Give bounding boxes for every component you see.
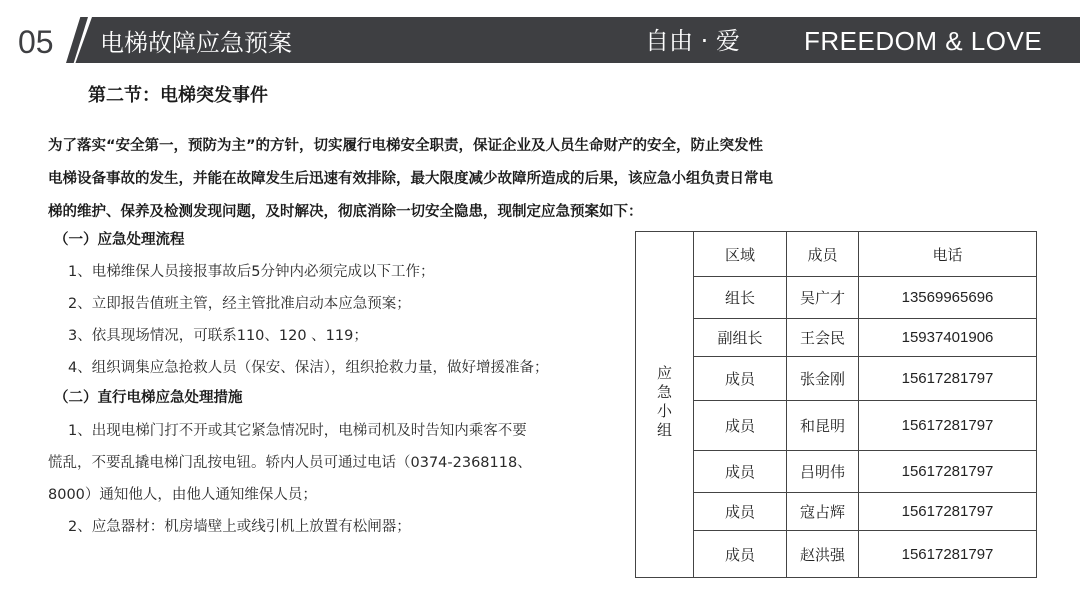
table-row xyxy=(636,277,1037,319)
name-cell: 和昆明 xyxy=(787,401,859,451)
section1-item: 4、组织调集应急抢救人员（保安、保洁），组织抢救力量，做好增援准备； xyxy=(68,360,549,376)
section1-item: 1、电梯维保人员接报事故后5分钟内必须完成以下工作； xyxy=(68,264,435,280)
intro-line: 梯的维护、保养及检测发现问题，及时解决，彻底消除一切安全隐患，现制定应急预案如下： xyxy=(48,204,643,220)
section1-item: 2、立即报告值班主管，经主管批准启动本应急预案； xyxy=(68,296,411,312)
role-cell: 成员 xyxy=(694,531,787,578)
table-row xyxy=(636,531,1037,578)
section2-line: 2、应急器材：机房墙壁上或线引机上放置有松闸器； xyxy=(68,519,411,535)
role-cell: 副组长 xyxy=(694,319,787,357)
column-header-area: 区域 xyxy=(694,232,787,277)
table-row xyxy=(636,493,1037,531)
phone-cell: 15617281797 xyxy=(859,493,1037,531)
table-header-row xyxy=(636,232,1037,277)
phone-cell: 13569965696 xyxy=(859,277,1037,319)
emergency-team-table xyxy=(635,231,1037,578)
role-cell: 成员 xyxy=(694,493,787,531)
column-header-member: 成员 xyxy=(787,232,859,277)
phone-cell: 15617281797 xyxy=(859,451,1037,493)
table-row xyxy=(636,319,1037,357)
group-label-cell xyxy=(636,232,694,578)
section-title: 电梯故障应急预案 xyxy=(100,29,292,57)
section-number: 05 xyxy=(18,24,54,60)
intro-line: 为了落实“安全第一，预防为主”的方针，切实履行电梯安全职责，保证企业及人员生命财产的安全，防止突发性 xyxy=(48,138,764,154)
tagline-chinese: 自由 · 爱 xyxy=(645,27,740,55)
name-cell: 吴广才 xyxy=(787,277,859,319)
section1-item: 3、依具现场情况，可联系110、120 、119； xyxy=(68,328,368,344)
role-cell: 成员 xyxy=(694,357,787,401)
intro-line: 电梯设备事故的发生，并能在故障发生后迅速有效排除，最大限度减少故障所造成的后果，该应急小组负责日常电 xyxy=(48,171,773,187)
table-row xyxy=(636,451,1037,493)
phone-cell: 15617281797 xyxy=(859,401,1037,451)
section2-line: 1、出现电梯门打不开或其它紧急情况时，电梯司机及时告知内乘客不要 xyxy=(68,423,527,439)
section1-heading: （一）应急处理流程 xyxy=(54,232,185,248)
name-cell: 张金刚 xyxy=(787,357,859,401)
name-cell: 赵洪强 xyxy=(787,531,859,578)
page-subheading: 第二节：电梯突发事件 xyxy=(88,85,268,106)
role-cell: 成员 xyxy=(694,451,787,493)
tagline-english: FREEDOM & LOVE xyxy=(804,26,1043,56)
table-row xyxy=(636,401,1037,451)
role-cell: 成员 xyxy=(694,401,787,451)
name-cell: 寇占辉 xyxy=(787,493,859,531)
phone-cell: 15937401906 xyxy=(859,319,1037,357)
name-cell: 吕明伟 xyxy=(787,451,859,493)
section2-line: 慌乱，不要乱撬电梯门乱按电钮。轿内人员可通过电话（0374-2368118、 xyxy=(48,455,532,471)
section2-line: 8000）通知他人，由他人通知维保人员； xyxy=(48,487,317,503)
group-label: 应急小组 xyxy=(655,364,673,441)
section2-heading: （二）直行电梯应急处理措施 xyxy=(54,390,243,406)
table-row xyxy=(636,357,1037,401)
phone-cell: 15617281797 xyxy=(859,357,1037,401)
name-cell: 王会民 xyxy=(787,319,859,357)
role-cell: 组长 xyxy=(694,277,787,319)
phone-cell: 15617281797 xyxy=(859,531,1037,578)
intro-paragraph xyxy=(48,130,868,229)
column-header-phone: 电话 xyxy=(859,232,1037,277)
